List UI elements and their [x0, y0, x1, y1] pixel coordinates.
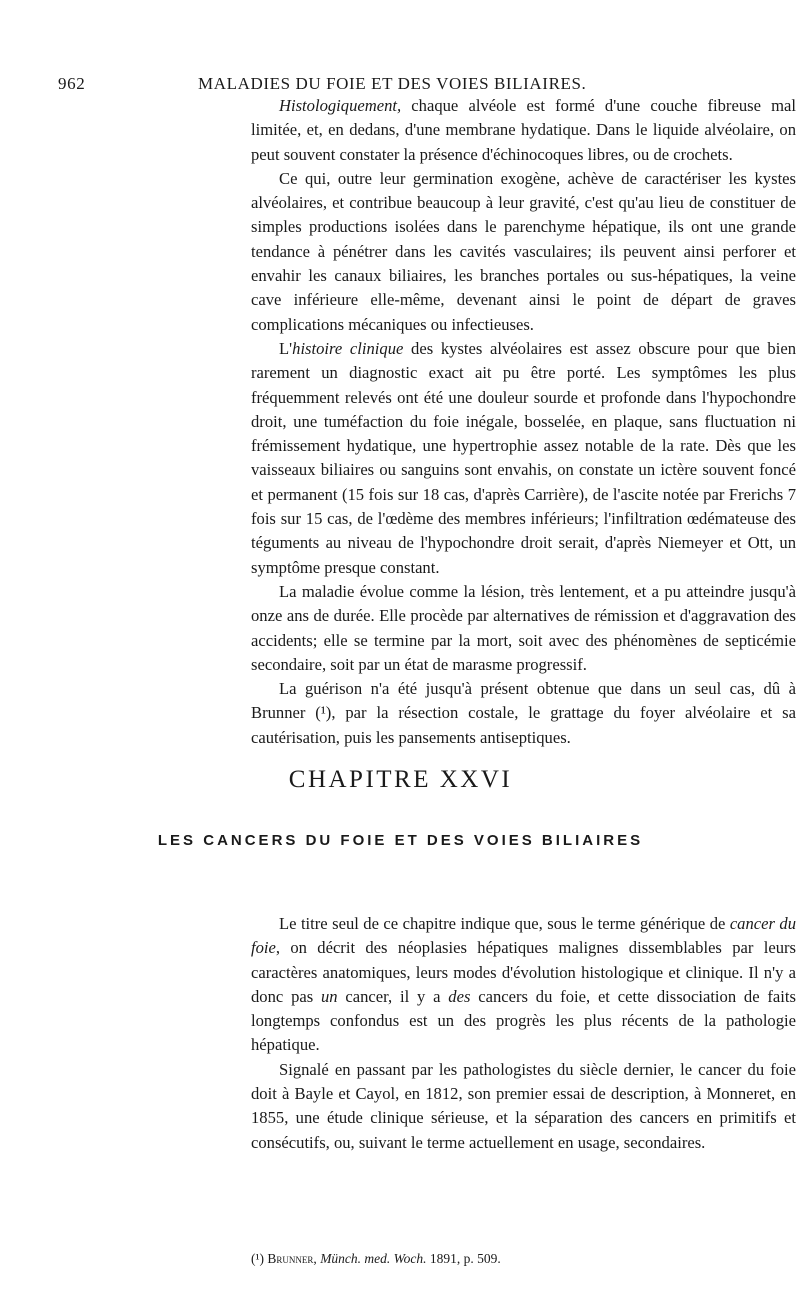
body-text-chapter — [251, 912, 796, 1155]
chapter-subtitle: LES CANCERS DU FOIE ET DES VOIES BILIAIRES — [157, 832, 644, 849]
chapter-title: CHAPITRE XXVI — [288, 766, 513, 793]
paragraph-evolution: La maladie évolue comme la lésion, très lentement, et a pu atteindre jusqu'à onze ans de durée. Elle procède par alternatives de rémission et d'aggravation des accidents; elle se termine par la mort, soit avec des phénomènes de septicémie secondaire, soit par un état de marasme progressif. — [251, 581, 796, 674]
paragraph-chapter-intro — [251, 912, 796, 1058]
lead-term: Histologiquement, — [279, 96, 402, 115]
emphasis: un — [321, 986, 338, 1006]
page-number: 962 — [58, 74, 86, 93]
footnote-author: Brunner, — [267, 1251, 317, 1266]
paragraph-text: , par la résection costale, le grattage du foyer alvéolaire et sa cautérisation, puis les pansements antiseptiques. — [251, 703, 797, 747]
emphasis: cancer du foie — [251, 914, 796, 958]
paragraph-text: des kystes alvéolaires est assez obscure pour que bien rarement un diagnostic exact ait pu être porté. Les symptômes les plus fréquemment relevés ont été une douleur sourde et profonde dans l'hypochondre droit, une tuméfaction du foie inégale, bosselée, en plaque, sans fluctuation ni frémissement hydatique, une hypertrophie assez notable de la rate. Dès que les vaisseaux biliaires ou sanguins sont envahis, on constate un ictère souvent foncé et permanent (15 fois sur 18 cas, d'après Carrière), de l'ascite notée par Frerichs 7 fois sur 15 cas, de l'œdème des membres inférieurs; l'infiltration œdémateuse des téguments au niveau de l'hypochondre droit serait, d'après Niemeyer et Ott, un symptôme presque constant. — [251, 338, 796, 577]
footnote-marker: (¹) — [251, 1251, 265, 1266]
running-title: MALADIES DU FOIE ET DES VOIES BILIAIRES. — [198, 74, 587, 93]
lead-term: histoire clinique — [292, 338, 404, 358]
emphasis: des — [448, 986, 471, 1006]
paragraph-history: Signalé en passant par les pathologistes du siècle dernier, le cancer du foie doit à Bayle et Cayol, en 1812, son premier essai de description, à Monneret, en 1855, une étude clinique sérieuse, et la séparation des cancers en primitifs et consécutifs, ou, suivant le terme actuellement en usage, secondaires. — [251, 1059, 796, 1152]
footnote-reference: (¹) — [315, 703, 332, 723]
paragraph-text: cancers du foie, et cette dissociation de faits longtemps confondus est un des progrès les plus récents de la pathologie hépatique. — [251, 986, 796, 1055]
paragraph-text: La guérison n'a été jusqu'à présent obtenue que dans un seul cas, dû à Brunner — [251, 679, 796, 723]
body-text-top — [251, 94, 796, 750]
footnote — [251, 1250, 796, 1268]
paragraph-text: Le titre seul de ce chapitre indique que, sous le terme générique de — [279, 914, 730, 933]
footnote-source: Münch. med. Woch. — [320, 1251, 427, 1266]
paragraph-vascular-invasion: Ce qui, outre leur germination exogène, achève de caractériser les kystes alvéolaires, et contribue beaucoup à leur gravité, c'est qu'au lieu de constituer de simples productions isolées dans le parenchyme hépatique, ils ont une grande tendance à pénétrer dans les cavités vasculaires; ils peuvent ainsi perforer et envahir les canaux biliaires, les branches portales ou sus-hépatiques, la veine cave inférieure elle-même, devenant ainsi le point de départ de graves complications mécaniques ou infectieuses. — [251, 168, 796, 334]
paragraph-clinical-history — [251, 337, 796, 580]
lead-prefix: L' — [279, 338, 293, 358]
paragraph-cure — [251, 677, 796, 750]
paragraph-text: , on décrit des néoplasies hépatiques malignes dissemblables par leurs caractères anatomiques, leurs modes d'évolution histologique et clinique. Il n'y a donc pas — [251, 938, 796, 1006]
footnote-details: 1891, p. 509. — [426, 1251, 501, 1266]
paragraph-text: cancer, il y a — [337, 986, 449, 1006]
paragraph-histology — [251, 94, 796, 167]
running-head — [58, 74, 758, 96]
paragraph-text: chaque alvéole est formé d'une couche fibreuse mal limitée, et, en dedans, d'une membrane hydatique. Dans le liquide alvéolaire, on peut souvent constater la présence d'échinocoques libres, ou de crochets. — [251, 96, 796, 164]
